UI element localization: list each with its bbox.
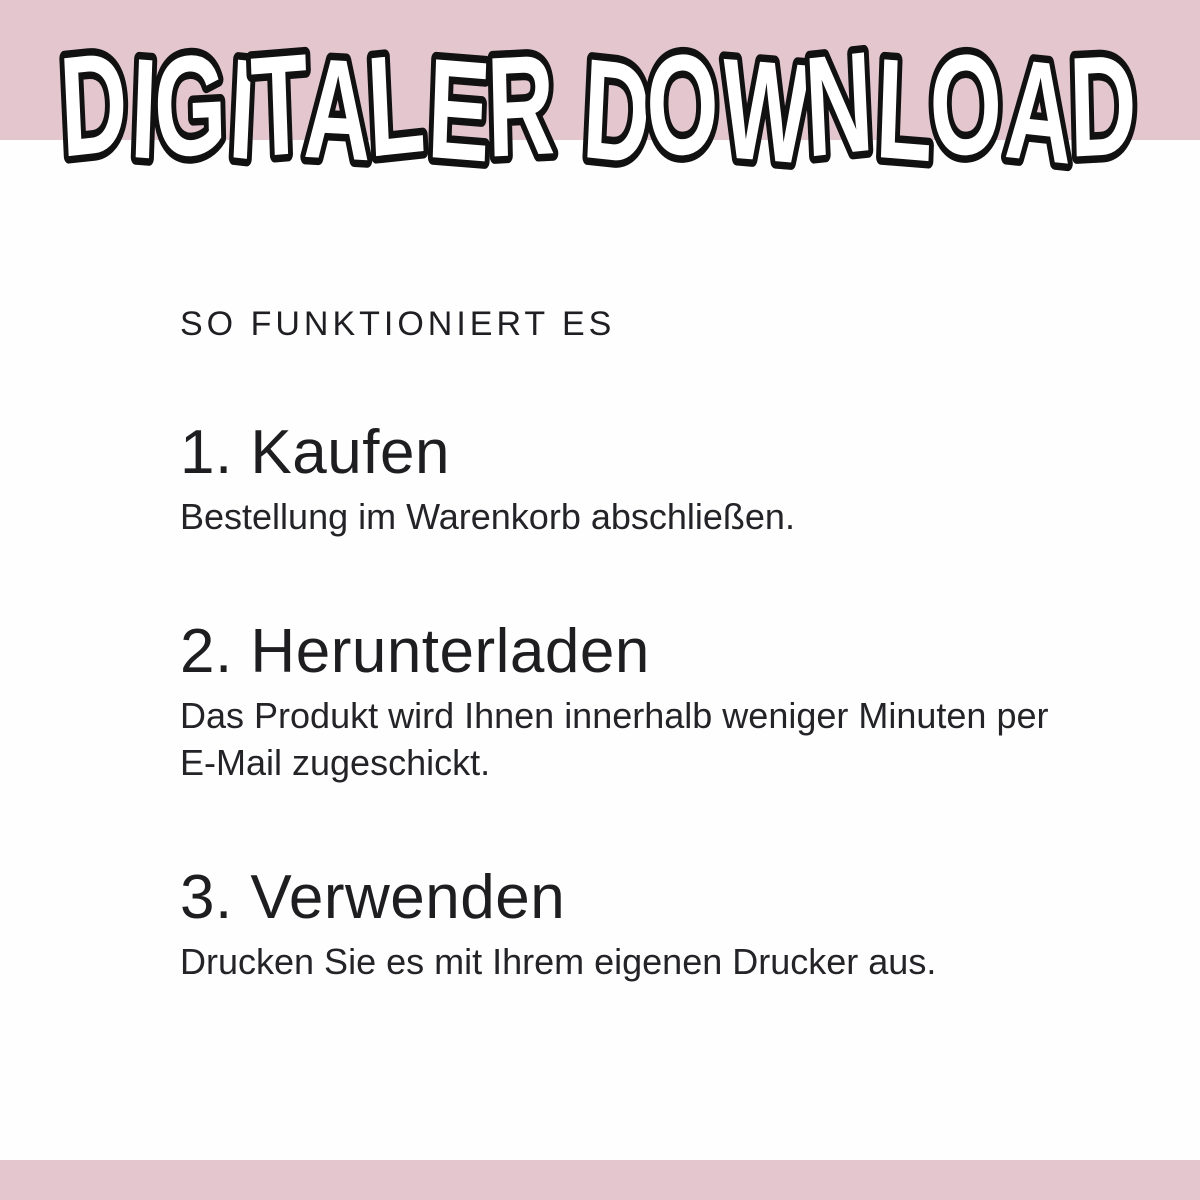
step-1-body: Bestellung im Warenkorb abschließen. [180,496,795,538]
step-verwenden [180,861,1080,986]
header-title-graphic [0,0,1200,230]
section-label: SO FUNKTIONIERT ES [180,305,616,343]
step-2-heading: 2. Herunterladen [180,616,650,686]
steps-content [180,305,1080,986]
page-title: DIGITALER DOWNLOAD [56,20,1140,195]
step-3-body: Drucken Sie es mit Ihrem eigenen Drucker aus. [180,941,937,983]
bottom-pink-band [0,1160,1200,1200]
step-2-body: Das Produkt wird Ihnen innerhalb weniger Minuten per E-Mail zugeschickt. [180,694,1049,784]
step-3-heading: 3. Verwenden [180,862,566,932]
step-kaufen [180,416,1080,541]
step-herunterladen [180,615,1080,787]
step-1-heading: 1. Kaufen [180,418,450,487]
